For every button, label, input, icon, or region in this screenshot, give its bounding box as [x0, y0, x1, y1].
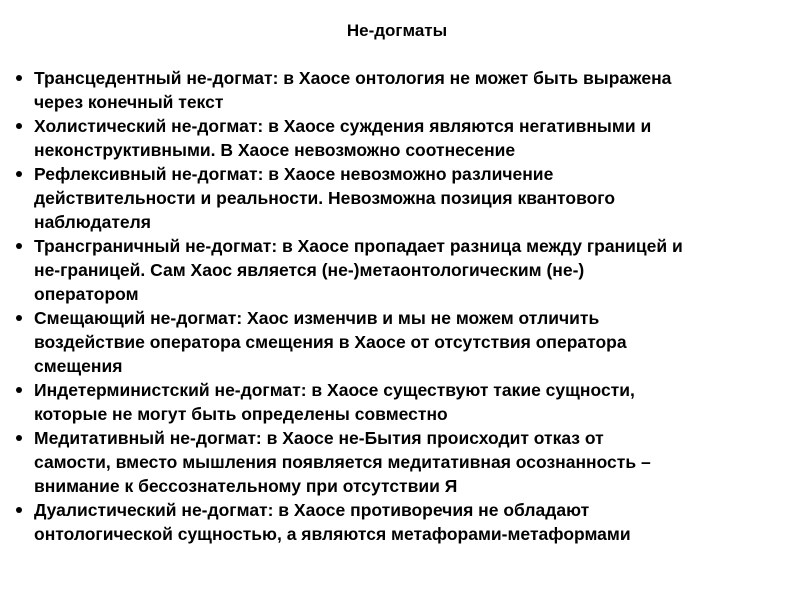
bullet-dot-icon — [16, 315, 22, 321]
list-item-text: Холистический не-догмат: в Хаосе суждения являются негативными и неконструктивными. В Хаосе невозможно соотнесение — [34, 116, 652, 160]
list-item — [0, 306, 794, 378]
list-item-text: Смещающий не-догмат: Хаос изменчив и мы не можем отличить воздействие оператора смещения в Хаосе от отсутствия оператора смещения — [34, 308, 627, 376]
bullet-dot-icon — [16, 243, 22, 249]
bullet-dot-icon — [16, 387, 22, 393]
list-item — [0, 162, 794, 234]
bullet-dot-icon — [16, 507, 22, 513]
list-item — [0, 66, 794, 114]
list-item — [0, 114, 794, 162]
list-item — [0, 234, 794, 306]
list-item — [0, 426, 794, 498]
list-item-text: Трансцедентный не-догмат: в Хаосе онтология не может быть выражена через конечный текст — [34, 68, 672, 112]
bullet-dot-icon — [16, 75, 22, 81]
bullet-list — [0, 66, 794, 546]
bullet-dot-icon — [16, 171, 22, 177]
list-item-text: Дуалистический не-догмат: в Хаосе противоречия не обладают онтологической сущностью, а являются метафорами-метаформами — [34, 500, 631, 544]
slide-title: Не-догматы — [346, 21, 448, 40]
bullet-dot-icon — [16, 123, 22, 129]
list-item-text: Рефлексивный не-догмат: в Хаосе невозможно различение действительности и реальности. Невозможна позиция квантового наблюдателя — [34, 164, 616, 232]
list-item-text: Индетерминистский не-догмат: в Хаосе существуют такие сущности, которые не могут быть определены совместно — [34, 380, 635, 424]
bullet-dot-icon — [16, 435, 22, 441]
list-item — [0, 498, 794, 546]
list-item-text: Трансграничный не-догмат: в Хаосе пропадает разница между границей и не-границей. Сам Хаос является (не-)метаонтологическим (не-) оператором — [34, 236, 683, 304]
list-item-text: Медитативный не-догмат: в Хаосе не-Бытия происходит отказ от самости, вместо мышления появляется медитативная осознанность – внимание к бессознательному при отсутствии Я — [34, 428, 651, 496]
list-item — [0, 378, 794, 426]
